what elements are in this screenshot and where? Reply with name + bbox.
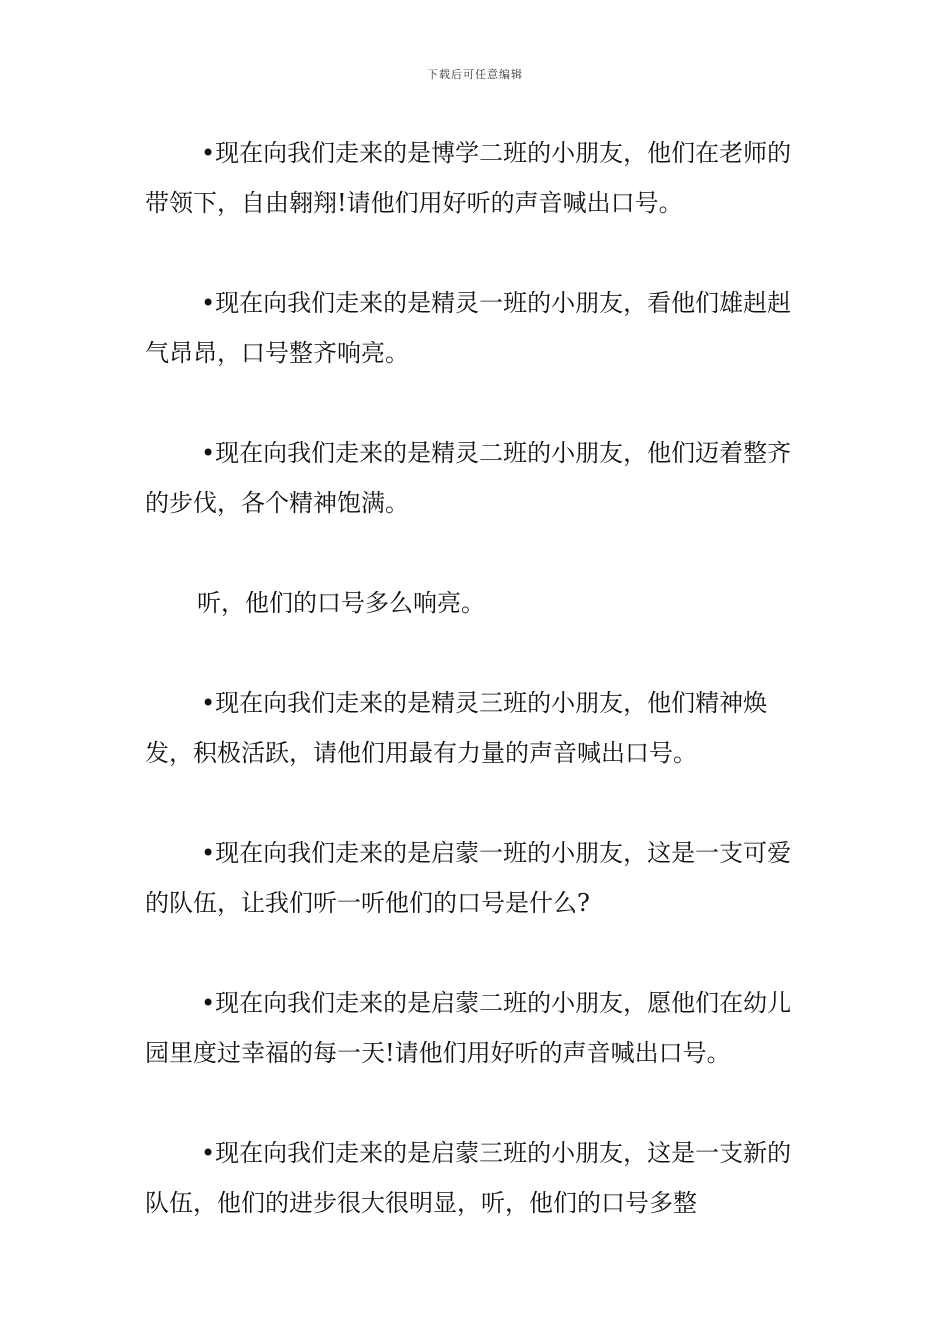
document-body: [145, 128, 810, 1278]
paragraph-listen: 听，他们的口号多么响亮。: [197, 589, 485, 617]
paragraph-qimeng-class-3: •现在向我们走来的是启蒙三班的小朋友，这是一支新的队伍，他们的进步很大很明显，听，他们的口号多整: [145, 1139, 792, 1217]
paragraph-jingling-class-1: •现在向我们走来的是精灵一班的小朋友，看他们雄赳赳气昂昂，口号整齐响亮。: [145, 289, 792, 367]
page-header-note: 下载后可任意编辑: [427, 68, 523, 81]
paragraph-boxue-class-2: •现在向我们走来的是博学二班的小朋友，他们在老师的带领下，自由翱翔!请他们用好听的声音喊出口号。: [145, 139, 792, 217]
paragraph-jingling-class-3: •现在向我们走来的是精灵三班的小朋友，他们精神焕发，积极活跃，请他们用最有力量的声音喊出口号。: [145, 689, 768, 767]
paragraph-jingling-class-2: •现在向我们走来的是精灵二班的小朋友，他们迈着整齐的步伐，各个精神饱满。: [145, 439, 792, 517]
paragraph-qimeng-class-2: •现在向我们走来的是启蒙二班的小朋友，愿他们在幼儿园里度过幸福的每一天!请他们用好听的声音喊出口号。: [145, 989, 792, 1067]
paragraph-qimeng-class-1: •现在向我们走来的是启蒙一班的小朋友，这是一支可爱的队伍，让我们听一听他们的口号是什么?: [145, 839, 792, 917]
